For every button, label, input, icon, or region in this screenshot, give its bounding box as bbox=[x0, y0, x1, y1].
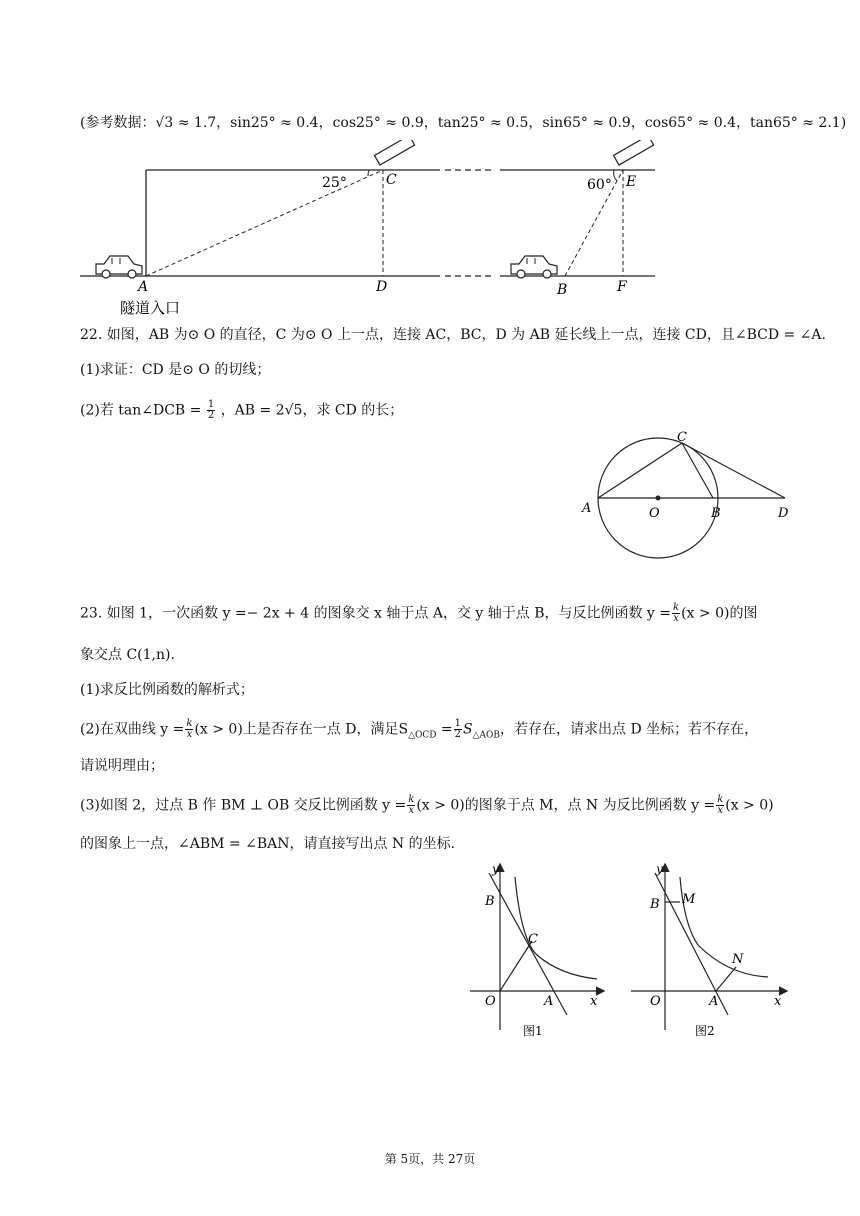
q23-line1-suffix: (x > 0)的图 bbox=[681, 605, 758, 622]
label-d: D bbox=[376, 279, 388, 295]
sub-ocd: △OCD bbox=[408, 730, 437, 741]
label-e: E bbox=[626, 174, 637, 190]
q23-kx-fraction-1 bbox=[672, 603, 680, 624]
q23-part3-mid: (x > 0)的图象于点 M，点 N 为反比例函数 y = bbox=[416, 797, 716, 814]
q22-stem: 22. 如图，AB 为⊙ O 的直径，C 为⊙ O 上一点，连接 AC，BC，D 为 AB 延长线上一点，连接 CD，且∠BCD = ∠A. bbox=[80, 327, 826, 343]
q23-figure-2 bbox=[628, 855, 793, 1040]
q23-line1-prefix: 23. 如图 1，一次函数 y =− 2x + 4 的图象交 x 轴于点 A，交 y 轴于点 B，与反比例函数 y = bbox=[80, 605, 672, 622]
frac-x: x bbox=[673, 613, 679, 624]
q23-part2-mid2: = bbox=[436, 721, 453, 738]
fig2-caption: 图2 bbox=[695, 1024, 715, 1038]
q22-circle-figure bbox=[575, 430, 815, 570]
fig2-label-a: A bbox=[709, 994, 719, 1009]
frac-x: x bbox=[186, 729, 193, 740]
q22-part2 bbox=[80, 400, 403, 421]
q22-label-c: C bbox=[677, 430, 687, 445]
car-left-icon bbox=[96, 256, 142, 278]
q22-frac-num: 1 bbox=[207, 399, 215, 410]
q23-part3-prefix: (3)如图 2，过点 B 作 BM ⊥ OB 交反比例函数 y = bbox=[80, 797, 407, 814]
tunnel-figure bbox=[0, 140, 860, 340]
camera-c-icon bbox=[375, 140, 415, 165]
frac-k: k bbox=[673, 602, 680, 613]
fig1-label-o: O bbox=[485, 994, 496, 1009]
q23-kx-fraction-3 bbox=[407, 795, 415, 816]
q23-part2 bbox=[80, 719, 758, 745]
fig2-x-label: x bbox=[774, 994, 782, 1009]
q23-part2-suffix: ，若存在，请求出点 D 坐标；若不存在， bbox=[500, 721, 759, 738]
q22-label-o: O bbox=[649, 506, 660, 521]
q23-line1 bbox=[80, 603, 757, 624]
page-footer: 第 5页，共 27页 bbox=[384, 1152, 476, 1166]
fig2-label-n: N bbox=[732, 952, 744, 967]
fig2-label-o: O bbox=[650, 994, 661, 1009]
fig1-x-label: x bbox=[590, 994, 598, 1009]
frac-k: k bbox=[717, 794, 724, 805]
fig1-y-label: y bbox=[492, 862, 499, 876]
frac-k: k bbox=[186, 718, 193, 729]
half-den: 2 bbox=[454, 729, 462, 740]
q23-part3-end: (x > 0) bbox=[725, 797, 774, 814]
q22-label-b: B bbox=[711, 506, 721, 521]
q23-kx-fraction-4 bbox=[716, 795, 724, 816]
fig1-label-c: C bbox=[528, 932, 538, 947]
q23-part3 bbox=[80, 795, 774, 816]
q22-part1: (1)求证：CD 是⊙ O 的切线； bbox=[80, 362, 271, 378]
frac-x: x bbox=[717, 805, 724, 816]
q23-part2-prefix: (2)在双曲线 y = bbox=[80, 721, 185, 738]
q23-kx-fraction-2 bbox=[185, 719, 193, 740]
angle-60-label: 60° bbox=[587, 177, 612, 193]
car-right-icon bbox=[511, 256, 557, 278]
q23-part1: (1)求反比例函数的解析式； bbox=[80, 682, 254, 698]
frac-x: x bbox=[408, 805, 415, 816]
q22-part2-suffix: ，AB = 2√5，求 CD 的长； bbox=[220, 402, 404, 419]
label-b: B bbox=[557, 282, 568, 298]
q22-label-d: D bbox=[778, 506, 789, 521]
fig1-label-b: B bbox=[485, 894, 495, 909]
fig1-caption: 图1 bbox=[523, 1024, 543, 1038]
label-c: C bbox=[386, 172, 397, 188]
fig1-label-a: A bbox=[544, 994, 554, 1009]
reference-data: (参考数据：√3 ≈ 1.7，sin25° ≈ 0.4，cos25° ≈ 0.9，tan25° ≈ 0.5，sin65° ≈ 0.9，cos65° ≈ 0.4，tan65° ≈ 2.1) bbox=[80, 115, 847, 131]
q23-part2-mid1: (x > 0)上是否存在一点 D，满足S bbox=[194, 721, 409, 738]
sub-aob: △AOB bbox=[472, 730, 501, 741]
angle-25-label: 25° bbox=[322, 175, 347, 191]
q22-fraction bbox=[207, 400, 215, 421]
q23-part2-s: S bbox=[463, 721, 473, 738]
fig2-label-m: M bbox=[682, 892, 696, 907]
q23-half-fraction bbox=[454, 719, 462, 740]
label-a: A bbox=[138, 279, 149, 295]
q23-part2-line2: 请说明理由； bbox=[80, 758, 164, 774]
fig2-y-label: y bbox=[656, 862, 663, 876]
q23-figure-1 bbox=[465, 855, 625, 1040]
label-f: F bbox=[617, 279, 627, 295]
camera-e-icon bbox=[614, 140, 654, 165]
frac-k: k bbox=[408, 794, 415, 805]
fig2-label-b: B bbox=[650, 897, 660, 912]
tunnel-entrance-label: 隧道入口 bbox=[120, 299, 181, 317]
half-num: 1 bbox=[454, 718, 462, 729]
q22-label-a: A bbox=[582, 501, 592, 516]
q22-part2-prefix: (2)若 tan∠DCB = bbox=[80, 402, 202, 419]
q23-line2: 象交点 C(1,n). bbox=[80, 647, 175, 663]
q23-part3-line2: 的图象上一点，∠ABM = ∠BAN，请直接写出点 N 的坐标. bbox=[80, 836, 456, 852]
q22-frac-den: 2 bbox=[207, 410, 215, 421]
